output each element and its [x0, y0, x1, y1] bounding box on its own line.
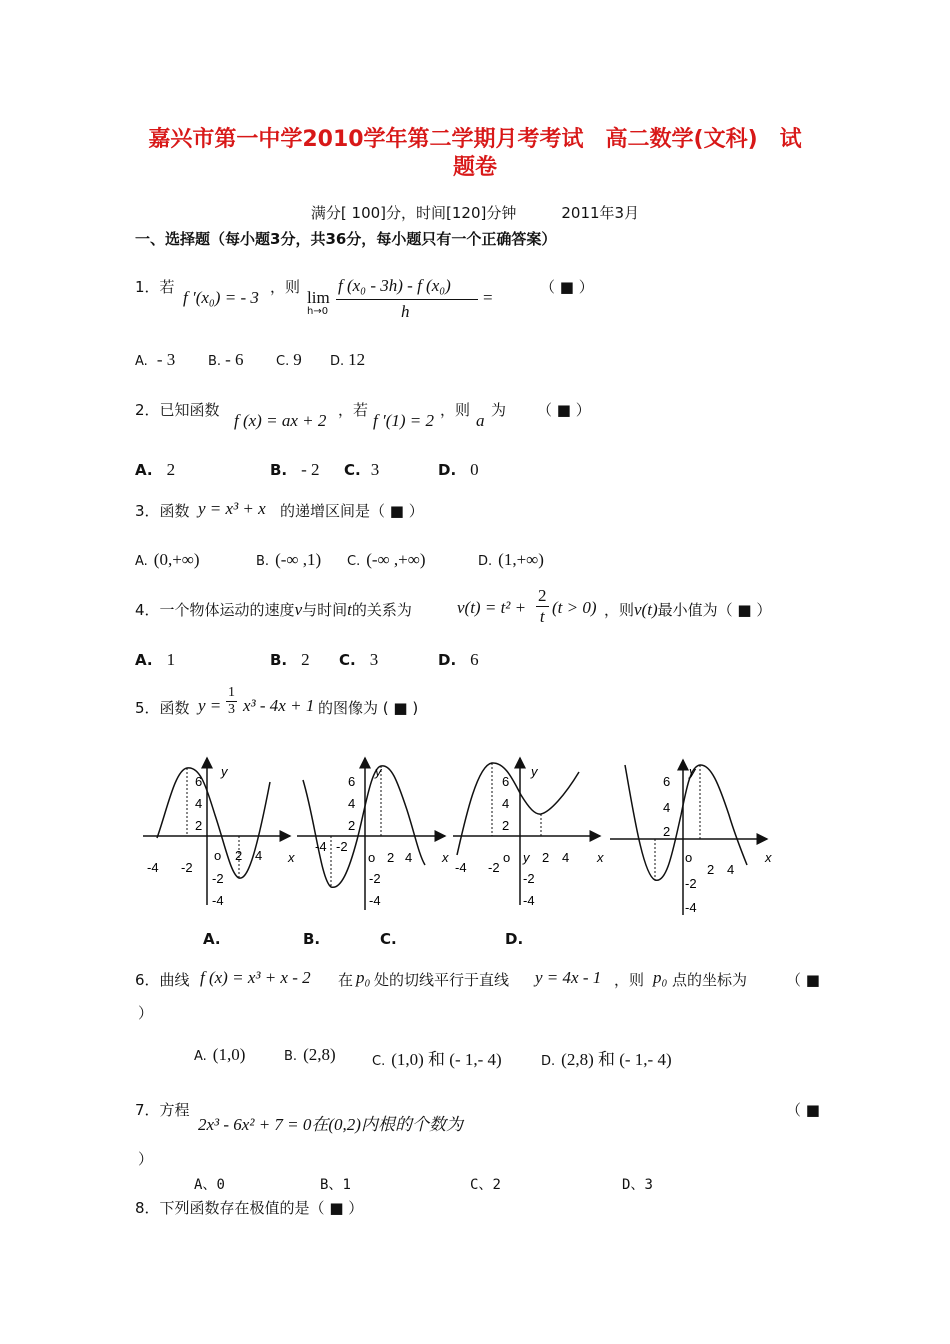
q1-pre: 若	[159, 278, 175, 296]
q2-option-value: 0	[470, 460, 479, 479]
q5-frac-den: 3	[228, 702, 235, 717]
graph-c-tick: -4	[523, 893, 535, 908]
q2-option-value: 3	[370, 460, 380, 479]
q4-text1: 一个物体运动的速度	[159, 601, 295, 619]
q6-option-value: (1,0)	[212, 1045, 246, 1064]
graph-a-tick: -4	[212, 893, 224, 908]
graph-label-c: C.	[380, 930, 397, 948]
q1-condition: f ′(x₀) = - 3	[183, 288, 259, 307]
q7-paren-close: ）	[138, 1150, 154, 1168]
q4-text2: 与时间	[302, 601, 348, 619]
graph-b-tick: -2	[369, 871, 381, 886]
q2-then: ，则	[440, 401, 471, 419]
q1-option-value: 12	[348, 350, 366, 369]
graph-c-y-label-2: y	[523, 850, 530, 865]
q2-option-label: A.	[135, 461, 153, 479]
q7-option-label: A、	[194, 1177, 217, 1193]
question-1	[135, 276, 175, 297]
q4-cond: (t > 0)	[552, 598, 597, 617]
q7-equation: 2x³ - 6x² + 7 = 0在(0,2)内根的个数为	[198, 1115, 463, 1134]
graph-a-y-label: y	[221, 764, 228, 779]
graph-d-tick: -4	[685, 900, 697, 915]
graph-c-tick: -2	[523, 871, 535, 886]
question-4	[135, 599, 412, 620]
q3-option-label: C.	[347, 554, 361, 569]
graph-a-tick: 2	[195, 818, 203, 833]
q4-fraction	[536, 586, 549, 627]
graph-d-y-label: y	[689, 764, 696, 779]
graph-c-tick: -4	[455, 860, 467, 875]
q6-paren-close: ）	[138, 1004, 154, 1022]
graph-a-tick: -4	[147, 860, 159, 875]
q4-option-value: 6	[470, 650, 479, 669]
graph-a	[143, 758, 295, 908]
q1-lim: lim	[307, 288, 330, 307]
q3-option-value: (-∞ ,1)	[275, 550, 322, 569]
q4-vt: v(t)	[634, 600, 658, 619]
graph-c-tick: -2	[488, 860, 500, 875]
q6-option-value: (2,8)	[303, 1045, 336, 1064]
q1-option-label: D.	[330, 354, 345, 369]
q4-option-label: B.	[270, 651, 288, 669]
graph-d-tick: 2	[663, 824, 671, 839]
q6-number: 6．	[135, 971, 160, 989]
question-3	[135, 500, 190, 521]
q5-graphs	[135, 750, 785, 920]
question-2	[135, 399, 220, 420]
q3-number: 3．	[135, 502, 160, 520]
q3-option-label: D.	[478, 554, 493, 569]
q4-frac-num: 2	[538, 586, 547, 605]
graph-c	[453, 758, 604, 908]
q3-function: y = x³ + x	[198, 499, 266, 518]
q2-option-label: C.	[344, 461, 361, 479]
q1-option-label: A.	[135, 354, 148, 369]
graph-label-a: A.	[203, 930, 221, 948]
graph-a-tick: -2	[181, 860, 193, 875]
q6-paren-open: （ ■	[786, 971, 820, 989]
question-8	[135, 1197, 363, 1218]
q5-pre: 函数	[159, 699, 190, 717]
q3-option-label: A.	[135, 554, 148, 569]
q6-option-label: C.	[372, 1054, 386, 1069]
q1-denominator: h	[401, 302, 410, 321]
graph-label-d: D.	[505, 930, 524, 948]
q2-var: a	[476, 411, 485, 430]
q2-pre: 已知函数	[159, 401, 220, 419]
q2-function: f (x) = ax + 2	[234, 411, 327, 430]
q1-option-value: - 3	[156, 350, 176, 369]
graph-label-b: B.	[303, 930, 321, 948]
q1-option-label: B.	[208, 354, 222, 369]
q8-text: 下列函数存在极值的是（ ■ ）	[159, 1199, 364, 1217]
graph-d-origin: o	[685, 850, 693, 865]
q5-frac-num: 1	[228, 685, 235, 700]
q6-pre: 曲线	[159, 971, 190, 989]
question-5	[135, 697, 190, 718]
q6-p0-2: p₀	[653, 968, 668, 987]
graph-c-x-label: x	[597, 850, 604, 865]
q7-number: 7．	[135, 1101, 160, 1119]
q1-option-value: - 6	[225, 350, 244, 369]
graph-d-tick: 2	[707, 862, 715, 877]
q7-option-label: C、	[470, 1177, 493, 1193]
graph-d-tick: 4	[727, 862, 735, 877]
q6-t3: ，则	[614, 971, 645, 989]
q3-post: 的递增区间是（ ■ ）	[280, 502, 424, 520]
q4-option-label: C.	[339, 651, 356, 669]
q4-frac-den: t	[539, 607, 545, 626]
q7-option-value: 0	[216, 1177, 225, 1193]
graph-c-tick: 2	[542, 850, 550, 865]
q2-option-value: - 2	[301, 460, 320, 479]
q1-answer-paren: （ ■ ）	[540, 278, 594, 296]
section-heading: 一、选择题（每小题3分，共36分，每小题只有一个正确答案）	[135, 230, 557, 248]
q7-option-label: B、	[320, 1177, 343, 1193]
q2-option-value: 2	[166, 460, 176, 479]
graph-a-origin: o	[214, 848, 222, 863]
graph-b-tick: -4	[315, 839, 327, 854]
exam-meta: 满分[ 100]分，时间[120]分钟 2011年3月	[310, 204, 640, 222]
q4-option-label: A.	[135, 651, 153, 669]
q2-condition: f ′(1) = 2	[373, 411, 434, 430]
q3-option-value: (-∞ ,+∞)	[366, 550, 426, 569]
graph-d	[610, 760, 772, 915]
q6-p0: p₀	[356, 968, 371, 987]
q5-lhs: y =	[198, 696, 222, 715]
question-4-tail	[604, 599, 771, 620]
q1-eq: =	[483, 288, 493, 307]
graph-a-tick: 2	[235, 848, 243, 863]
graph-a-x-label: x	[288, 850, 295, 865]
graph-b-origin: o	[368, 850, 376, 865]
page-title: 嘉兴市第一中学2010学年第二学期月考考试 高二数学(文科) 试	[148, 127, 802, 152]
graph-b	[297, 758, 449, 910]
q5-post: 的图像为 ( ■ )	[318, 699, 419, 717]
page-title-line2: 题卷	[452, 155, 497, 180]
q6-function: f (x) = x³ + x - 2	[200, 968, 311, 987]
q4-number: 4．	[135, 601, 160, 619]
question-6	[135, 969, 190, 990]
q2-number: 2．	[135, 401, 160, 419]
q6-option-label: B.	[284, 1049, 298, 1064]
graph-b-tick: 2	[387, 850, 395, 865]
q1-options	[135, 350, 175, 370]
q3-option-value: (1,+∞)	[498, 550, 544, 569]
q2-post: 为	[491, 401, 507, 419]
q7-pre: 方程	[159, 1101, 190, 1119]
q6-option-value: (2,8) 和 (- 1,- 4)	[561, 1050, 672, 1069]
q4-t: t	[347, 600, 352, 619]
graph-a-tick: 6	[195, 774, 203, 789]
q7-option-value: 1	[342, 1177, 351, 1193]
q6-option-label: D.	[541, 1054, 556, 1069]
q5-fraction	[226, 685, 237, 718]
graph-a-tick: 4	[195, 796, 203, 811]
q5-rhs: x³ - 4x + 1	[243, 696, 315, 715]
q4-option-value: 1	[166, 650, 176, 669]
q6-option-label: A.	[194, 1049, 207, 1064]
question-7	[135, 1099, 190, 1120]
q1-option-label: C.	[276, 354, 290, 369]
q4-v: v	[294, 600, 303, 619]
q4-option-value: 3	[369, 650, 379, 669]
graph-b-tick: -2	[336, 839, 348, 854]
graph-a-tick: 4	[255, 848, 263, 863]
graph-b-tick: 6	[348, 774, 356, 789]
q2-answer-paren: （ ■ ）	[537, 401, 591, 419]
graph-c-tick: 2	[502, 818, 510, 833]
q6-t4: 点的坐标为	[672, 971, 748, 989]
graph-b-tick: 4	[348, 796, 356, 811]
q3-pre: 函数	[159, 502, 190, 520]
q3-option-label: B.	[256, 554, 270, 569]
q1-mid: ，则	[270, 278, 301, 296]
q1-fraction-bar	[336, 299, 478, 300]
q1-numerator: f (x₀ - 3h) - f (x₀)	[338, 276, 451, 295]
q7-option-value: 3	[644, 1177, 653, 1193]
q6-line: y = 4x - 1	[535, 968, 602, 987]
graph-d-tick: -2	[685, 876, 697, 891]
graph-b-curve	[303, 766, 425, 887]
graph-c-tick: 4	[502, 796, 510, 811]
graph-b-tick: 2	[348, 818, 356, 833]
graph-b-y-label: y	[375, 764, 382, 779]
q3-option-value: (0,+∞)	[153, 550, 200, 569]
q1-option-value: 9	[293, 350, 302, 369]
q4-text3: 的关系为	[351, 601, 412, 619]
q2-option-label: B.	[270, 461, 288, 479]
q5-number: 5．	[135, 699, 160, 717]
q1-lim-sub: h→0	[307, 306, 329, 317]
graph-c-curve	[457, 763, 579, 855]
q4-text4: ，则	[604, 601, 635, 619]
graph-b-x-label: x	[442, 850, 449, 865]
q7-option-label: D、	[622, 1177, 645, 1193]
q8-number: 8．	[135, 1199, 160, 1217]
q2-option-label: D.	[438, 461, 457, 479]
q6-t1: 在	[338, 971, 354, 989]
q4-option-value: 2	[301, 650, 310, 669]
graph-c-origin: o	[503, 850, 511, 865]
q7-option-value: 2	[492, 1177, 501, 1193]
graph-b-tick: 4	[405, 850, 413, 865]
q4-lhs: v(t) = t² +	[457, 598, 527, 617]
q2-mid: ，若	[338, 401, 369, 419]
graph-d-tick: 6	[663, 774, 671, 789]
q6-option-value: (1,0) 和 (- 1,- 4)	[391, 1050, 502, 1069]
graph-a-tick: -2	[212, 871, 224, 886]
q1-number: 1．	[135, 278, 160, 296]
graph-d-x-label: x	[765, 850, 772, 865]
q7-paren-open: （ ■	[786, 1101, 820, 1119]
q6-t2: 处的切线平行于直线	[374, 971, 510, 989]
graph-d-tick: 4	[663, 800, 671, 815]
q4-text5: 最小值为（ ■ ）	[657, 601, 772, 619]
graph-c-y-label: y	[531, 764, 538, 779]
graph-c-tick: 6	[502, 774, 510, 789]
graph-b-tick: -4	[369, 893, 381, 908]
graph-c-tick: 4	[562, 850, 570, 865]
q4-option-label: D.	[438, 651, 457, 669]
